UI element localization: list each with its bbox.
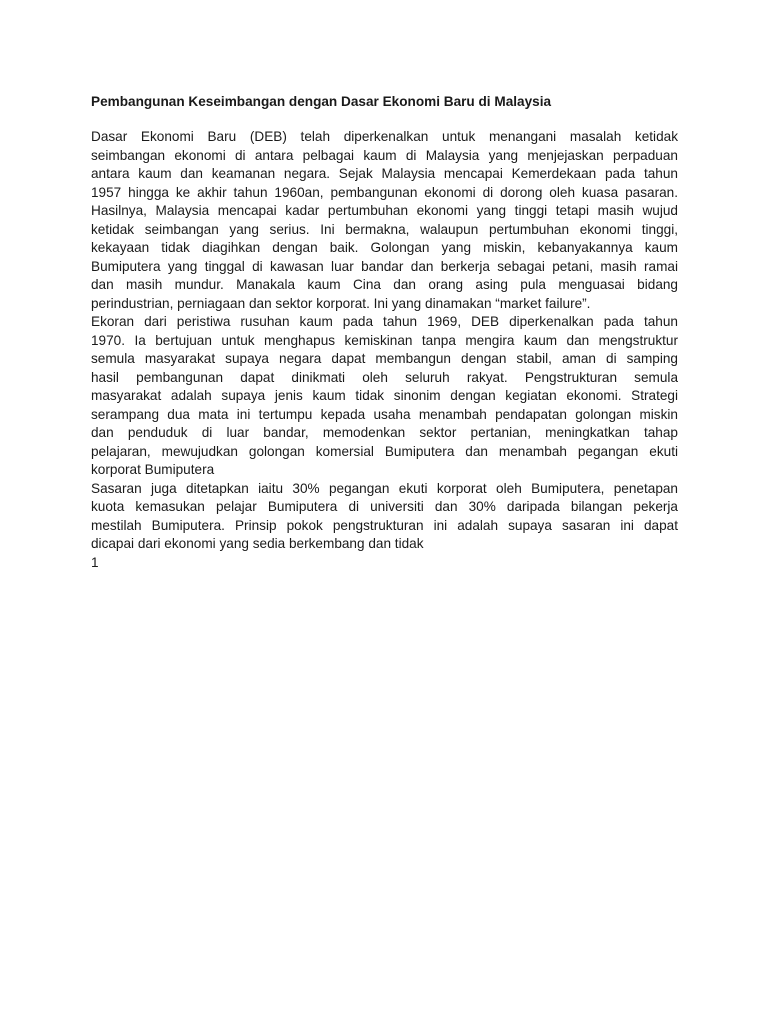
- paragraph-line: 1957 hingga ke akhir tahun 1960an, pembangunan ekonomi di dorong oleh kuasa pasaran.: [91, 184, 678, 200]
- paragraph-line: dicapai dari ekonomi yang sedia berkembang dan tidak: [91, 536, 424, 551]
- paragraph-line: Ekoran dari peristiwa rusuhan kaum pada tahun 1969, DEB diperkenalkan pada tahun: [91, 314, 678, 329]
- paragraph-line: ketidak seimbangan yang serius. Ini bermakna, walaupun pertumbuhan ekonomi tinggi,: [91, 221, 678, 237]
- paragraph-line: perindustrian, perniagaan dan sektor korporat. Ini yang dinamakan “market failure”.: [91, 295, 591, 311]
- paragraph-line: mestilah Bumiputera. Prinsip pokok pengstrukturan ini adalah supaya sasaran ini dapat: [91, 517, 678, 533]
- paragraph-line: antara kaum dan keamanan negara. Sejak Malaysia mencapai Kemerdekaan pada tahun: [91, 166, 678, 181]
- paragraph-3: [91, 480, 678, 554]
- paragraph-line: hasil pembangunan dapat dinikmati oleh seluruh rakyat. Pengstrukturan semula: [91, 369, 678, 385]
- paragraph-line: semula masyarakat supaya negara dapat membangun dengan stabil, aman di samping: [91, 351, 678, 366]
- paragraph-line: Sasaran juga ditetapkan iaitu 30% pegangan ekuti korporat oleh Bumiputera, penetapan: [91, 480, 678, 496]
- paragraph-line: masyarakat adalah supaya jenis kaum tidak sinonim dengan kegiatan ekonomi. Strategi: [91, 388, 678, 403]
- paragraph-line: kekayaan tidak diagihkan dengan baik. Golongan yang miskin, kebanyakannya kaum: [91, 240, 678, 255]
- document-body: [91, 93, 678, 572]
- paragraph-line: pelajaran, mewujudkan golongan komersial Bumiputera dan menambah pegangan ekuti: [91, 443, 678, 459]
- paragraph-line: Dasar Ekonomi Baru (DEB) telah diperkenalkan untuk menangani masalah ketidak: [91, 129, 678, 144]
- title-spacer: [91, 110, 678, 128]
- paragraph-line: seimbangan ekonomi di antara pelbagai kaum di Malaysia yang menjejaskan perpaduan: [91, 147, 678, 163]
- paragraph-line: dan masih mundur. Manakala kaum Cina dan orang asing pula menguasai bidang: [91, 277, 678, 292]
- paragraph-1: [91, 128, 678, 313]
- paragraph-line: Bumiputera yang tinggal di kawasan luar bandar dan berkerja sebagai petani, masih ramai: [91, 258, 678, 274]
- paragraph-line: 1970. Ia bertujuan untuk menghapus kemiskinan tanpa mengira kaum dan mengstruktur: [91, 332, 678, 348]
- paragraph-line: korporat Bumiputera: [91, 462, 215, 477]
- paragraph-line: Hasilnya, Malaysia mencapai kadar pertumbuhan ekonomi yang tinggi tetapi masih wujud: [91, 203, 678, 218]
- document-title: Pembangunan Keseimbangan dengan Dasar Ekonomi Baru di Malaysia: [91, 94, 552, 109]
- paragraph-line: serampang dua mata ini tertumpu kepada usaha menambah pendapatan golongan miskin: [91, 406, 678, 422]
- page-number: 1: [91, 554, 99, 570]
- paragraph-line: dan penduduk di luar bandar, memodenkan sektor pertanian, meningkatkan tahap: [91, 425, 678, 440]
- paragraph-2: [91, 313, 678, 480]
- paragraph-line: kuota kemasukan pelajar Bumiputera di universiti dan 30% daripada bilangan pekerja: [91, 499, 678, 514]
